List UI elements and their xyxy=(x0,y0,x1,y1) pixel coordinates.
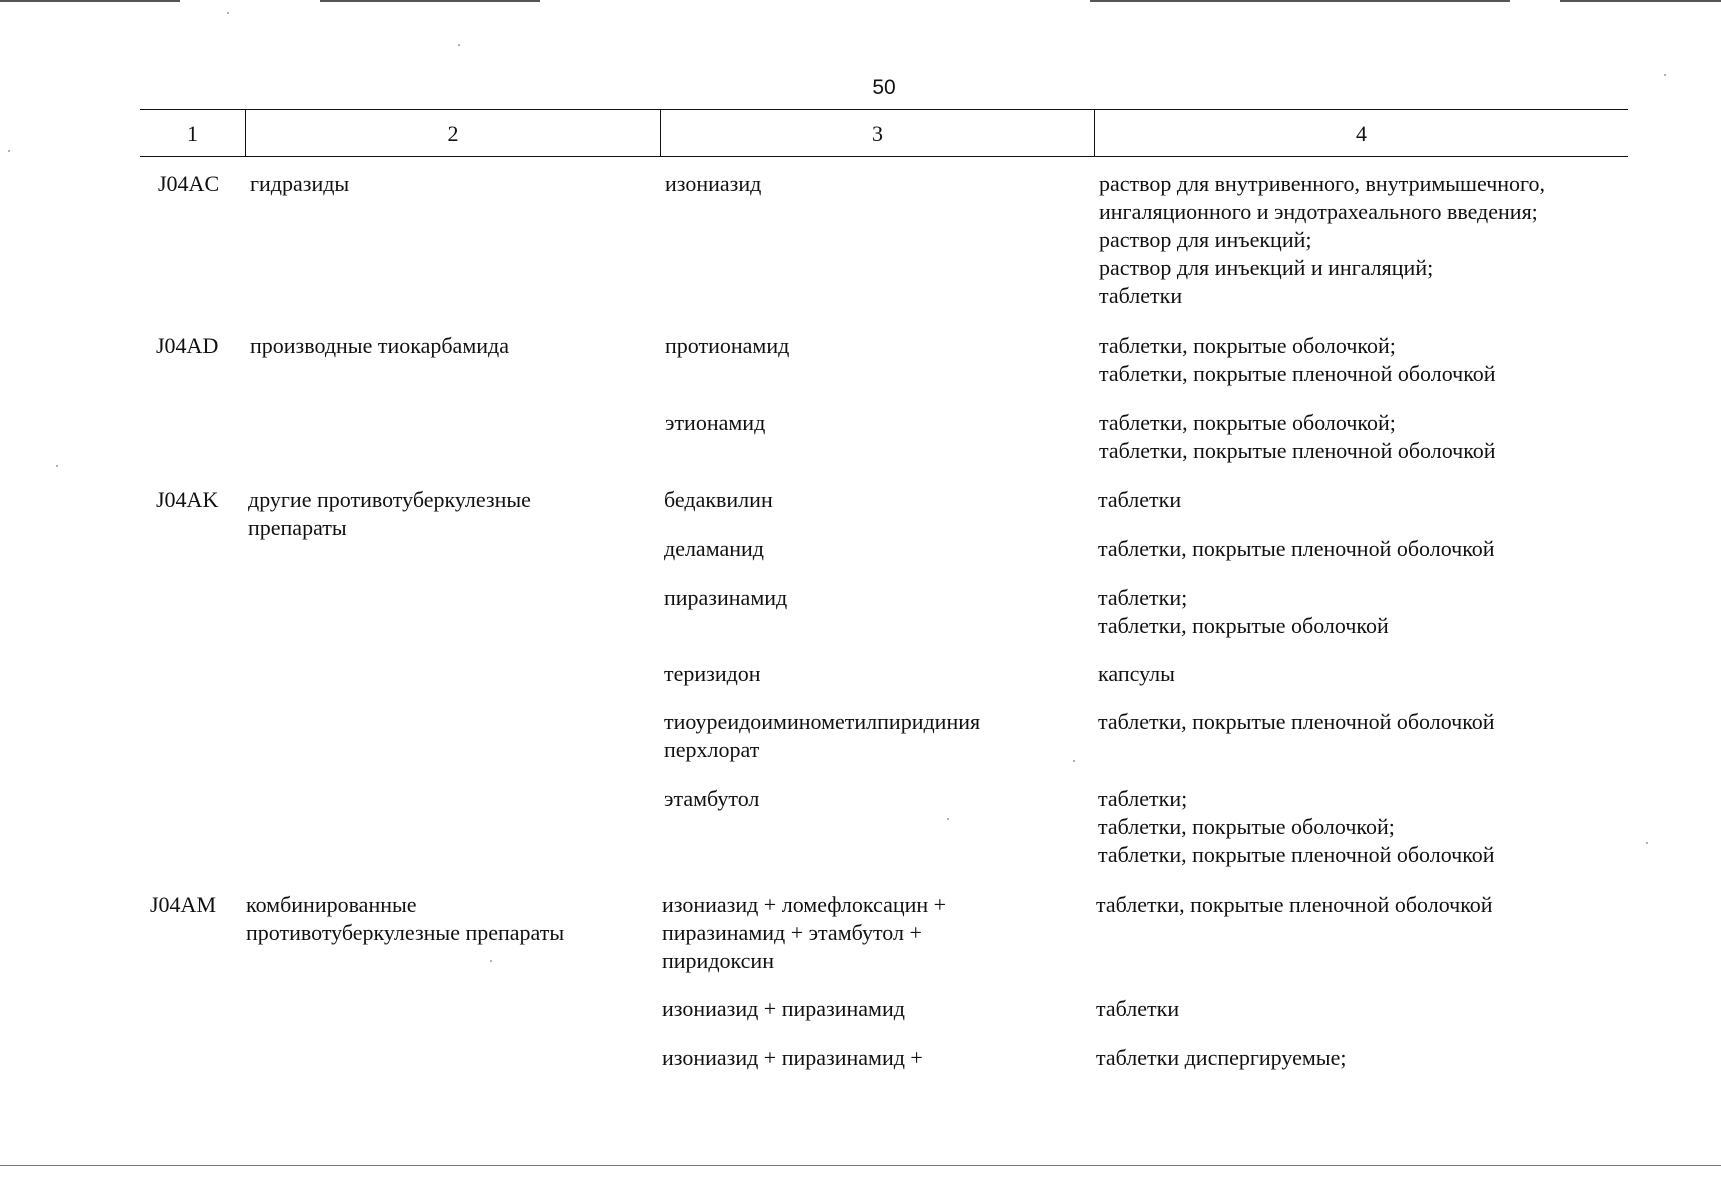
drug-name-line: пиридоксин xyxy=(662,948,774,973)
drug-name-line: пиразинамид + этамбутол + xyxy=(662,920,922,945)
dosage-forms xyxy=(1098,535,1495,563)
scan-edge-top xyxy=(0,0,180,2)
scan-speck xyxy=(8,150,10,152)
group-name xyxy=(250,332,509,360)
group-name-line: препараты xyxy=(248,515,347,540)
scan-speck xyxy=(1073,760,1075,762)
column-header-3: 3 xyxy=(872,121,883,146)
dosage-form-line: таблетки диспергируемые; xyxy=(1096,1045,1347,1070)
drug-name-line: этамбутол xyxy=(664,786,760,811)
dosage-form-line: раствор для инъекций и ингаляций; xyxy=(1099,255,1434,280)
drug-name xyxy=(665,409,765,437)
drug-name-line: изониазид xyxy=(665,171,762,196)
drug-name-line: изониазид + пиразинамид xyxy=(662,996,905,1021)
dosage-form-line: капсулы xyxy=(1098,661,1175,686)
drug-name xyxy=(662,891,946,975)
dosage-form-line: таблетки, покрытые пленочной оболочкой xyxy=(1098,536,1495,561)
drug-name-line: пиразинамид xyxy=(664,585,788,610)
scan-speck xyxy=(227,12,229,14)
dosage-forms xyxy=(1096,1044,1346,1072)
table-header-bottom-rule xyxy=(140,156,1628,157)
scan-speck xyxy=(490,960,492,962)
drug-name-line: этионамид xyxy=(665,410,766,435)
scan-edge-bottom xyxy=(0,1165,1721,1166)
drug-name xyxy=(662,995,905,1023)
dosage-forms xyxy=(1098,584,1389,640)
group-name xyxy=(250,170,349,198)
drug-name xyxy=(665,332,789,360)
group-name-line: комбинированные xyxy=(246,892,417,917)
drug-name xyxy=(664,785,759,813)
dosage-form-line: таблетки, покрытые оболочкой; xyxy=(1099,333,1396,358)
drug-name-line: бедаквилин xyxy=(664,487,773,512)
dosage-forms xyxy=(1099,170,1545,310)
drug-name-line: изониазид + ломефлоксацин + xyxy=(662,892,947,917)
scan-speck xyxy=(947,818,949,820)
atc-code: J04AK xyxy=(156,487,219,512)
dosage-form-line: таблетки; xyxy=(1098,786,1188,811)
dosage-form-line: таблетки, покрытые оболочкой; xyxy=(1099,410,1396,435)
group-name xyxy=(246,891,564,947)
atc-code: J04AM xyxy=(150,892,217,917)
dosage-form-line: ингаляционного и эндотрахеального введения; xyxy=(1099,199,1538,224)
dosage-forms xyxy=(1098,660,1175,688)
drug-name xyxy=(664,584,787,612)
dosage-form-line: таблетки, покрытые пленочной оболочкой xyxy=(1098,842,1495,867)
drug-name-line: изониазид + пиразинамид + xyxy=(662,1045,923,1070)
dosage-form-line: таблетки xyxy=(1098,487,1182,512)
column-header-1: 1 xyxy=(187,121,198,146)
dosage-form-line: таблетки, покрытые пленочной оболочкой xyxy=(1096,892,1493,917)
dosage-forms xyxy=(1099,332,1496,388)
dosage-form-line: раствор для внутривенного, внутримышечного, xyxy=(1099,171,1546,196)
drug-name-line: протионамид xyxy=(665,333,790,358)
drug-name-line: теризидон xyxy=(664,661,761,686)
group-name-line: другие противотуберкулезные xyxy=(248,487,531,512)
dosage-form-line: таблетки, покрытые пленочной оболочкой xyxy=(1099,361,1496,386)
drug-name-line: деламанид xyxy=(664,536,764,561)
scan-speck xyxy=(56,465,58,467)
group-name-line: производные тиокарбамида xyxy=(250,333,509,358)
dosage-form-line: раствор для инъекций; xyxy=(1099,227,1312,252)
group-name xyxy=(248,486,531,542)
scan-edge-top xyxy=(320,0,540,2)
dosage-form-line: таблетки, покрытые пленочной оболочкой xyxy=(1098,709,1495,734)
dosage-form-line: таблетки; xyxy=(1098,585,1188,610)
dosage-forms xyxy=(1099,409,1496,465)
dosage-form-line: таблетки, покрытые пленочной оболочкой xyxy=(1099,438,1496,463)
drug-name xyxy=(665,170,761,198)
drug-name xyxy=(664,486,773,514)
group-name-line: противотуберкулезные препараты xyxy=(246,920,565,945)
scan-speck xyxy=(1646,842,1648,844)
group-name-line: гидразиды xyxy=(250,171,350,196)
page-number: 50 xyxy=(872,76,896,99)
drug-name xyxy=(664,708,980,764)
dosage-form-line: таблетки xyxy=(1096,996,1180,1021)
drug-name-line: перхлорат xyxy=(664,737,760,762)
atc-code: J04AC xyxy=(158,171,220,196)
drug-name xyxy=(664,660,761,688)
table-header-top-rule xyxy=(140,109,1628,110)
atc-code: J04AD xyxy=(156,333,219,358)
dosage-form-line: таблетки xyxy=(1099,283,1183,308)
scan-speck xyxy=(458,44,460,46)
drug-name xyxy=(664,535,764,563)
column-header-2: 2 xyxy=(447,121,459,146)
scan-edge-top xyxy=(1560,0,1721,2)
dosage-forms xyxy=(1098,486,1181,514)
dosage-form-line: таблетки, покрытые оболочкой xyxy=(1098,613,1389,638)
dosage-form-line: таблетки, покрытые оболочкой; xyxy=(1098,814,1395,839)
drug-name-line: тиоуреидоиминометилпиридиния xyxy=(664,709,981,734)
dosage-forms xyxy=(1098,785,1495,869)
dosage-forms xyxy=(1098,708,1495,736)
dosage-forms xyxy=(1096,891,1493,919)
scan-edge-top xyxy=(1090,0,1510,2)
dosage-forms xyxy=(1096,995,1179,1023)
drug-name xyxy=(662,1044,923,1072)
column-header-4: 4 xyxy=(1356,121,1367,146)
